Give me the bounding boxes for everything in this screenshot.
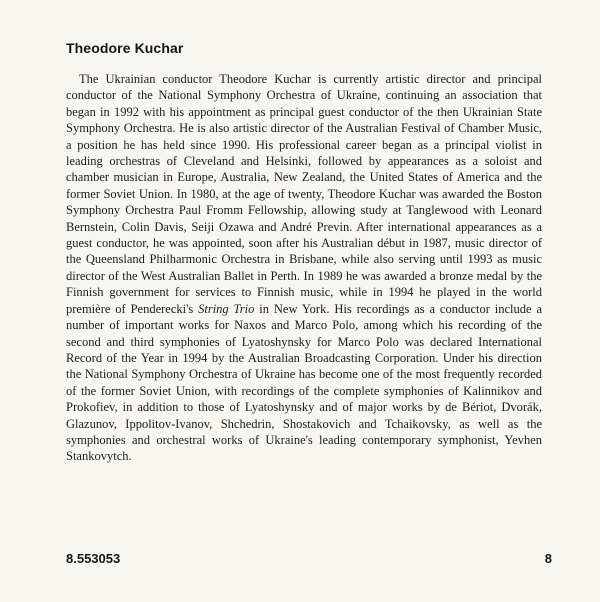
page-title: Theodore Kuchar	[66, 40, 184, 56]
biography-italic-title: String Trio	[198, 301, 255, 316]
biography-text-part-2: in New York. His recordings as a conductor include a number of important works for Naxos and Marco Polo, among which his recording of the second and third symphonies of Lyatoshynsky for Marco Polo was declared International Record of the Year in 1994 by the Australian Broadcasting Corporation. Under his direction the National Symphony Orchestra of Ukraine has become one of the most frequently recorded of the former Soviet Union, with recordings of the complete symphonies of Kalinnikov and Prokofiev, in addition to those of Lyatoshynsky and of major works by de Bériot, Dvorák, Glazunov, Ippolitov-Ivanov, Shchedrin, Shostakovich and Tchaikovsky, as well as the symphonies and orchestral works of Ukraine's leading contemporary symphonist, Yevhen Stankovytch.	[66, 301, 542, 464]
biography-paragraph	[66, 71, 542, 465]
page-number: 8	[544, 551, 552, 566]
biography-text-part-1: The Ukrainian conductor Theodore Kuchar is currently artistic director and principal conductor of the National Symphony Orchestra of Ukraine, continuing an association that began in 1992 with his appointment as principal guest conductor of the then Ukrainian State Symphony Orchestra. He is also artistic director of the Australian Festival of Chamber Music, a position he has held since 1990. His professional career began as a principal violist in leading orchestras of Cleveland and Helsinki, followed by appearances as a soloist and chamber musician in Europe, Australia, New Zealand, the United States of America and the former Soviet Union. In 1980, at the age of twenty, Theodore Kuchar was awarded the Boston Symphony Orchestra Paul Fromm Fellowship, allowing study at Tanglewood with Leonard Bernstein, Colin Davis, Seiji Ozawa and André Previn. After international appearances as a guest conductor, he was appointed, soon after his Australian début in 1987, music director of the Queensland Philharmonic Orchestra in Brisbane, while also serving until 1993 as music director of the West Australian Ballet in Perth. In 1989 he was awarded a bronze medal by the Finnish government for services to Finnish music, while in 1994 he played in the world première of Penderecki's	[66, 72, 542, 316]
catalog-number: 8.553053	[66, 551, 121, 566]
